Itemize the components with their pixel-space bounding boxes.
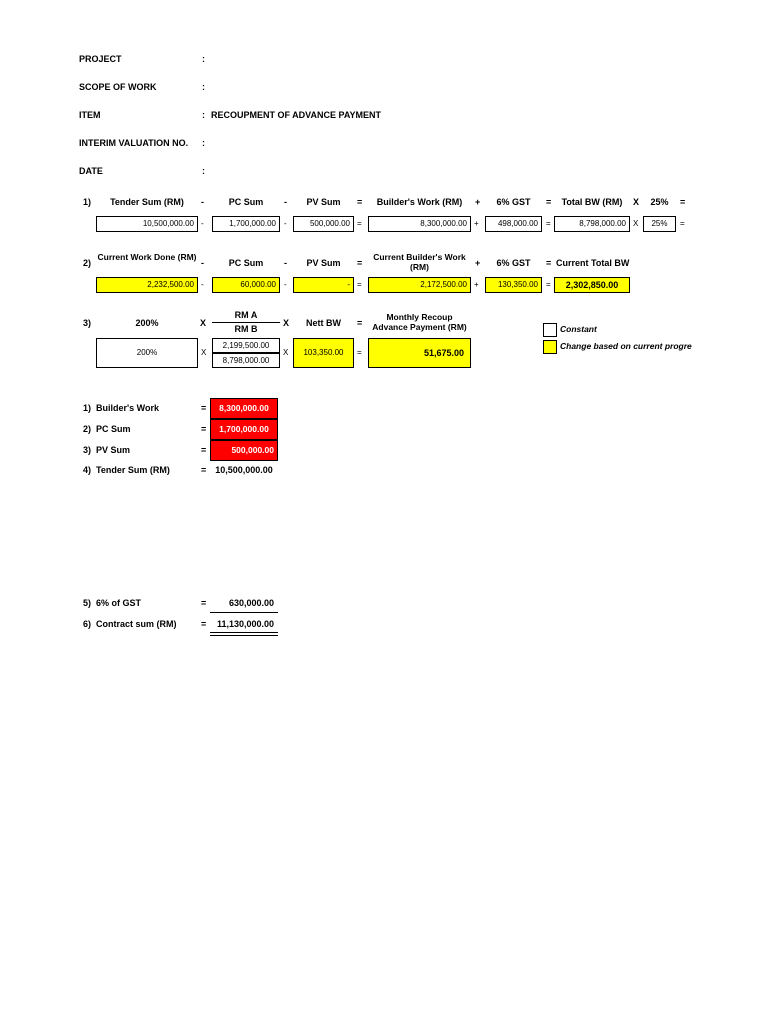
- summary-label: Builder's Work: [96, 403, 159, 413]
- row1-h-pct: 25%: [650, 197, 669, 207]
- row2-h-total: Current Total BW: [556, 258, 630, 268]
- op-times: X: [633, 219, 639, 228]
- op-plus: +: [475, 197, 481, 207]
- op-eq: =: [357, 280, 362, 289]
- op-eq: =: [546, 219, 551, 228]
- legend-change-swatch: [543, 340, 557, 354]
- op-eq: =: [357, 197, 363, 207]
- op-minus: -: [201, 219, 204, 228]
- row2-gst-cell[interactable]: 130,350.00: [485, 277, 542, 293]
- valuation-label: INTERIM VALUATION NO.: [79, 138, 189, 148]
- row3-rmb-cell[interactable]: 8,798,000.00: [212, 353, 280, 368]
- op-eq: =: [357, 258, 363, 268]
- sum-line: [210, 612, 278, 613]
- row3-h-rma: RM A: [234, 310, 258, 320]
- row3-rma-cell[interactable]: 2,199,500.00: [212, 338, 280, 353]
- row3-pct-cell[interactable]: 200%: [96, 338, 198, 368]
- summary-value-red[interactable]: 500,000.00: [210, 440, 278, 461]
- legend-change-label: Change based on current progre: [560, 341, 692, 351]
- row3-num: 3): [83, 318, 92, 328]
- op-minus: -: [201, 280, 204, 289]
- row1-bw-cell[interactable]: 8,300,000.00: [368, 216, 471, 232]
- op-times: X: [633, 197, 640, 207]
- op-eq: =: [357, 318, 363, 328]
- row1-pc-cell[interactable]: 1,700,000.00: [212, 216, 280, 232]
- op-eq: =: [201, 598, 207, 608]
- row2-num: 2): [83, 258, 92, 268]
- row2-h-cwd: Current Work Done (RM): [97, 252, 197, 262]
- op-eq: =: [680, 219, 685, 228]
- summary-num: 1): [83, 403, 92, 413]
- op-times: X: [200, 318, 207, 328]
- op-minus: -: [201, 197, 204, 207]
- row3-h-monthly: Monthly Recoup Advance Payment (RM): [372, 312, 467, 332]
- row2-total-cell[interactable]: 2,302,850.00: [554, 277, 630, 293]
- scope-label: SCOPE OF WORK: [79, 82, 157, 92]
- fraction-line: [212, 322, 280, 323]
- row3-monthly-cell[interactable]: 51,675.00: [368, 338, 471, 368]
- row2-h-gst: 6% GST: [496, 258, 531, 268]
- summary-value-red[interactable]: 8,300,000.00: [210, 398, 278, 419]
- op-eq: =: [201, 465, 207, 475]
- summary-label: PC Sum: [96, 424, 131, 434]
- colon: :: [202, 110, 205, 120]
- contract-label: Contract sum (RM): [96, 619, 177, 629]
- date-label: DATE: [79, 166, 103, 176]
- colon: :: [202, 138, 205, 148]
- legend-constant-label: Constant: [560, 324, 597, 334]
- op-plus: +: [474, 219, 479, 228]
- op-times: X: [283, 318, 290, 328]
- row1-pct-cell[interactable]: 25%: [643, 216, 676, 232]
- row1-h-gst: 6% GST: [496, 197, 531, 207]
- colon: :: [202, 54, 205, 64]
- row2-h-cbw: Current Builder's Work (RM): [373, 252, 466, 272]
- contract-num: 5): [83, 598, 92, 608]
- row1-tender-cell[interactable]: 10,500,000.00: [96, 216, 198, 232]
- op-eq: =: [201, 445, 207, 455]
- op-times: X: [283, 348, 289, 357]
- op-times: X: [201, 348, 207, 357]
- row2-h-pv: PV Sum: [306, 258, 341, 268]
- item-value: RECOUPMENT OF ADVANCE PAYMENT: [211, 110, 382, 120]
- op-eq: =: [357, 219, 362, 228]
- row1-gst-cell[interactable]: 498,000.00: [485, 216, 542, 232]
- row3-h-rmb: RM B: [234, 324, 258, 334]
- summary-num: 2): [83, 424, 92, 434]
- op-minus: -: [201, 258, 204, 268]
- op-eq: =: [357, 348, 362, 357]
- item-label: ITEM: [79, 110, 101, 120]
- row2-pc-cell[interactable]: 60,000.00: [212, 277, 280, 293]
- row3-h-pct: 200%: [135, 318, 159, 328]
- summary-tender-value: 10,500,000.00: [215, 465, 273, 475]
- row1-h-pc: PC Sum: [228, 197, 264, 207]
- op-plus: +: [475, 258, 481, 268]
- op-plus: +: [474, 280, 479, 289]
- op-eq: =: [201, 619, 207, 629]
- legend-constant-swatch: [543, 323, 557, 337]
- row2-h-pc: PC Sum: [228, 258, 264, 268]
- row2-pv-cell[interactable]: -: [293, 277, 354, 293]
- row1-h-total: Total BW (RM): [561, 197, 623, 207]
- contract-gst-value: 630,000.00: [228, 598, 274, 608]
- row1-num: 1): [83, 197, 92, 207]
- op-minus: -: [284, 197, 287, 207]
- op-eq: =: [546, 280, 551, 289]
- row3-h-nett: Nett BW: [306, 318, 341, 328]
- op-eq: =: [546, 197, 552, 207]
- summary-num: 4): [83, 465, 92, 475]
- op-eq: =: [546, 258, 552, 268]
- colon: :: [202, 82, 205, 92]
- summary-label: PV Sum: [96, 445, 131, 455]
- row1-pv-cell[interactable]: 500,000.00: [293, 216, 354, 232]
- summary-value-red[interactable]: 1,700,000.00: [210, 419, 278, 440]
- op-minus: -: [284, 219, 287, 228]
- contract-sum-value: 11,130,000.00: [216, 619, 274, 629]
- op-minus: -: [284, 258, 287, 268]
- summary-label: Tender Sum (RM): [96, 465, 170, 475]
- contract-label: 6% of GST: [96, 598, 142, 608]
- project-label: PROJECT: [79, 54, 122, 64]
- row1-h-bw: Builder's Work (RM): [376, 197, 463, 207]
- op-eq: =: [201, 403, 207, 413]
- double-underline: [210, 632, 278, 633]
- op-eq: =: [680, 197, 686, 207]
- contract-num: 6): [83, 619, 92, 629]
- row2-cwd-cell[interactable]: 2,232,500.00: [96, 277, 198, 293]
- row3-nett-cell[interactable]: 103,350.00: [293, 338, 354, 368]
- row2-cbw-cell[interactable]: 2,172,500.00: [368, 277, 471, 293]
- op-eq: =: [201, 424, 207, 434]
- colon: :: [202, 166, 205, 176]
- summary-num: 3): [83, 445, 92, 455]
- row1-h-pv: PV Sum: [306, 197, 341, 207]
- row1-total-cell[interactable]: 8,798,000.00: [554, 216, 630, 232]
- op-minus: -: [284, 280, 287, 289]
- double-underline: [210, 635, 278, 636]
- row1-h-tender: Tender Sum (RM): [110, 197, 184, 207]
